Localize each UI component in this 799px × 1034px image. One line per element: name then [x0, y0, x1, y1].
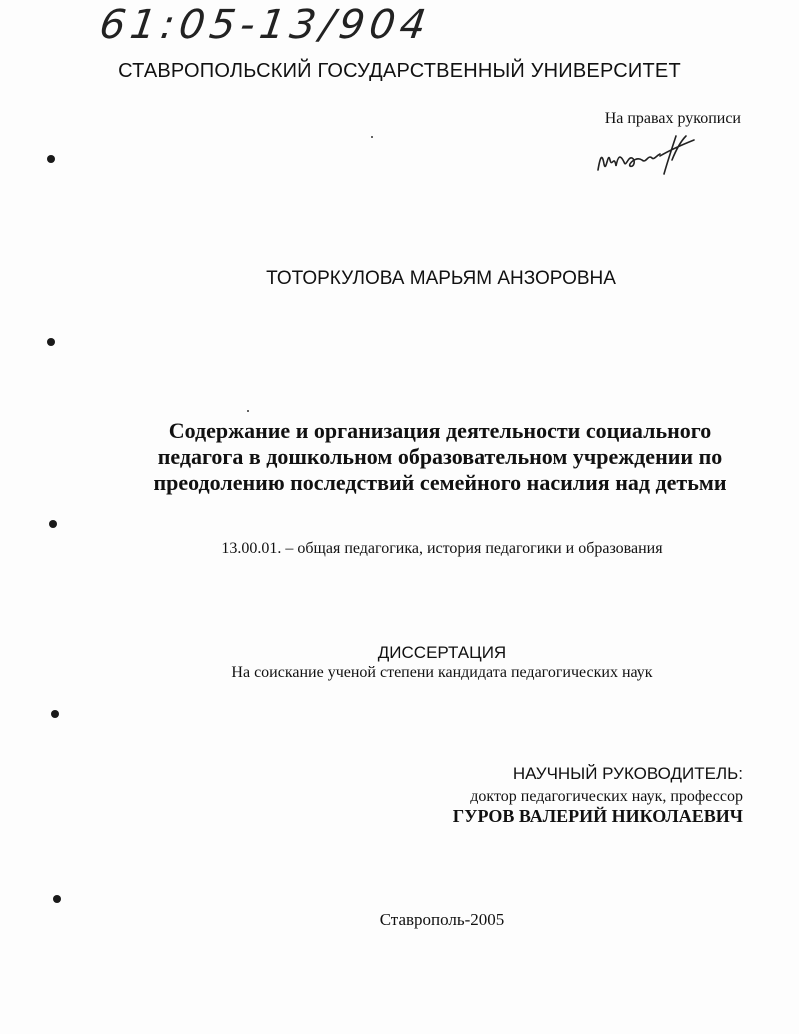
supervisor-degree: доктор педагогических наук, профессор: [470, 788, 743, 805]
scan-speck: [247, 410, 249, 412]
dissertation-title: Содержание и организация деятельности социального педагога в дошкольном образовательном учреждении по преодолению последствий семейного насилия над детьми: [153, 418, 727, 495]
degree-sought: На соискание ученой степени кандидата педагогических наук: [231, 664, 653, 681]
scan-speck: [371, 136, 373, 138]
university-name: СТАВРОПОЛЬСКИЙ ГОСУДАРСТВЕННЫЙ УНИВЕРСИТЕТ: [118, 60, 681, 82]
archive-number: 61:05-13/904: [96, 2, 434, 48]
binding-hole-mark: [51, 710, 59, 718]
manuscript-rights-note: На правах рукописи: [604, 110, 741, 127]
document-type: ДИССЕРТАЦИЯ: [377, 643, 507, 662]
binding-hole-mark: [49, 520, 57, 528]
binding-hole-mark: [47, 155, 55, 163]
binding-hole-mark: [53, 895, 61, 903]
author-signature: [590, 130, 705, 180]
specialty-code: 13.00.01. – общая педагогика, история педагогики и образования: [221, 540, 663, 557]
supervisor-name: ГУРОВ ВАЛЕРИЙ НИКОЛАЕВИЧ: [452, 806, 743, 826]
city-year: Ставрополь-2005: [379, 910, 505, 929]
author-name: ТОТОРКУЛОВА МАРЬЯМ АНЗОРОВНА: [266, 268, 616, 289]
binding-hole-mark: [47, 338, 55, 346]
supervisor-label: НАУЧНЫЙ РУКОВОДИТЕЛЬ:: [512, 764, 743, 783]
